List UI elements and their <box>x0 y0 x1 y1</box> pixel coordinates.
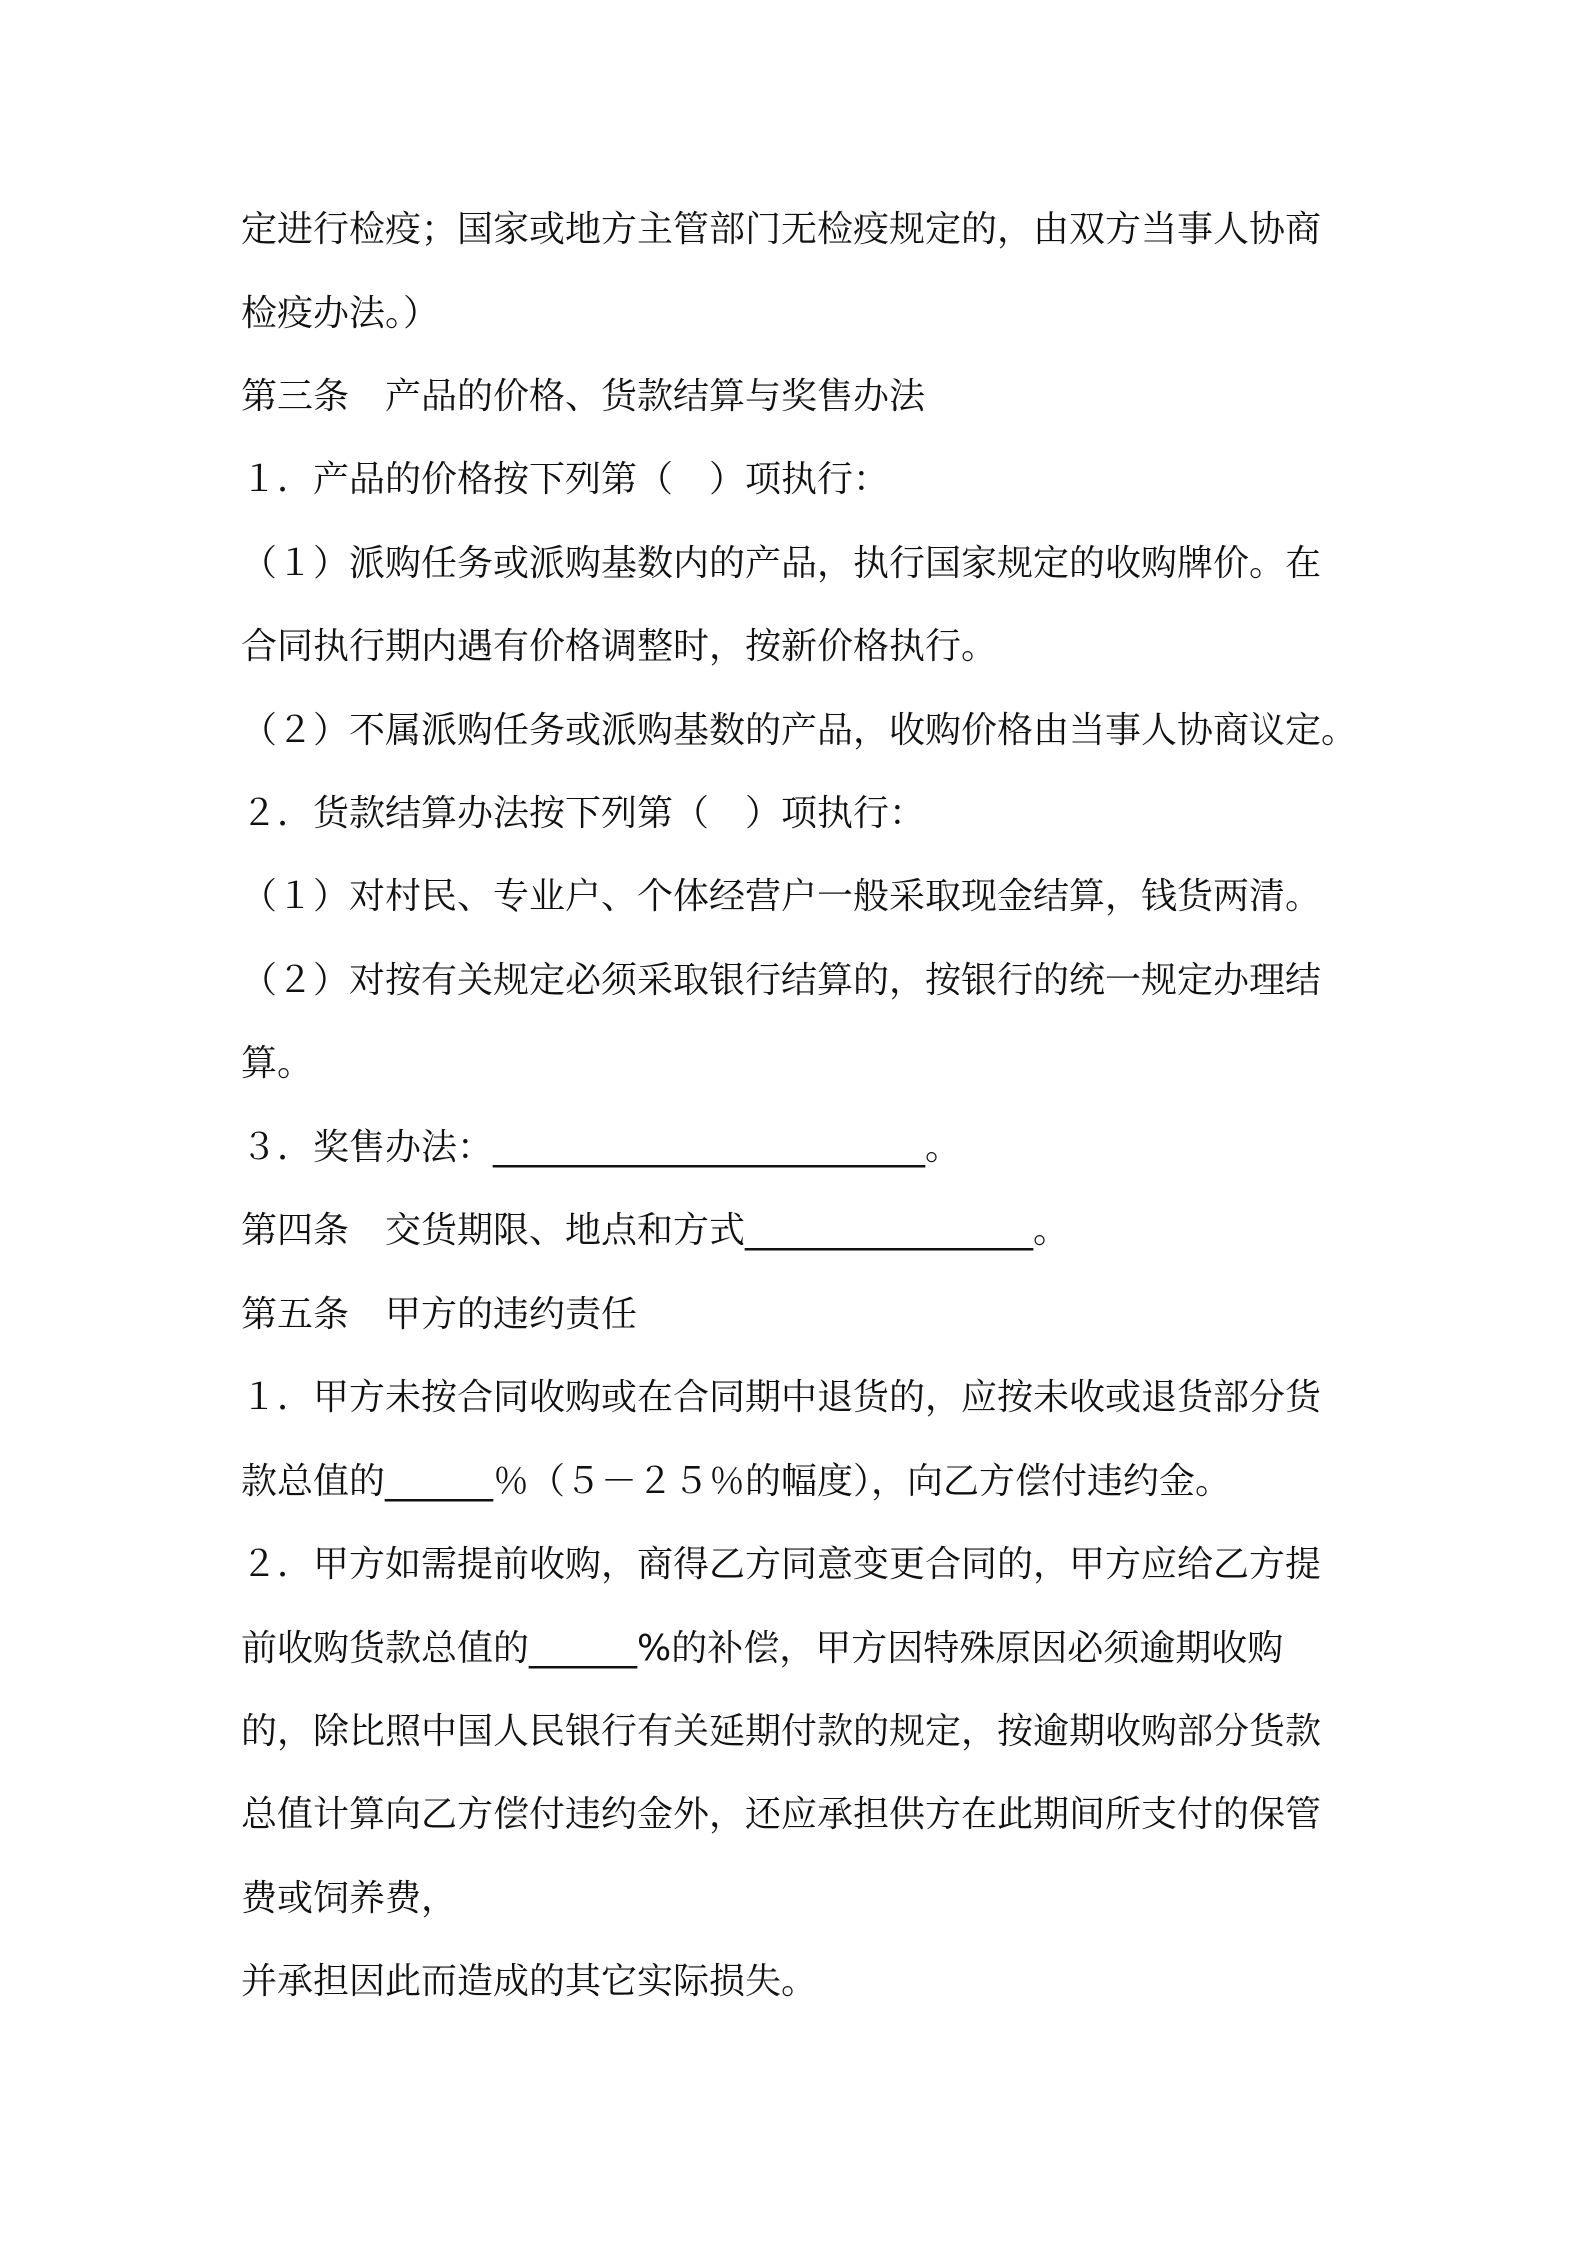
text-line: 并承担因此而造成的其它实际损失。 <box>241 1961 818 2002</box>
text-line: 算。 <box>241 1043 314 1084</box>
text-line: ３．奖售办法：________________________。 <box>241 1127 962 1168</box>
text-line: （１）对村民、专业户、个体经营户一般采取现金结算，钱货两清。 <box>241 876 1322 917</box>
text-line: 合同执行期内遇有价格调整时，按新价格执行。 <box>241 626 998 667</box>
text-line: 检疫办法。） <box>241 293 440 334</box>
text-line: 款总值的______％（５－２５％的幅度），向乙方偿付违约金。 <box>241 1461 1232 1502</box>
text-line: １．产品的价格按下列第（ ）项执行： <box>241 459 890 500</box>
text-line: （２）不属派购任务或派购基数的产品，收购价格由当事人协商议定。 <box>241 710 1358 751</box>
text-line: ２．货款结算办法按下列第（ ）项执行： <box>241 793 926 834</box>
text-line: ２．甲方如需提前收购，商得乙方同意变更合同的，甲方应给乙方提 <box>241 1544 1322 1585</box>
text-line: 定进行检疫；国家或地方主管部门无检疫规定的，由双方当事人协商 <box>241 209 1322 250</box>
text-line: 前收购货款总值的______%的补偿，甲方因特殊原因必须逾期收购 <box>241 1628 1284 1669</box>
article-heading: 第三条 产品的价格、货款结算与奖售办法 <box>241 376 926 417</box>
article-heading: 第五条 甲方的违约责任 <box>241 1294 638 1335</box>
article-heading: 第四条 交货期限、地点和方式________________。 <box>241 1210 1070 1251</box>
text-line: 的，除比照中国人民银行有关延期付款的规定，按逾期收购部分货款 <box>241 1711 1322 1752</box>
text-line: （２）对按有关规定必须采取银行结算的，按银行的统一规定办理结 <box>241 960 1322 1001</box>
text-line: 总值计算向乙方偿付违约金外，还应承担供方在此期间所支付的保管 <box>241 1794 1322 1835</box>
text-line: １．甲方未按合同收购或在合同期中退货的，应按未收或退货部分货 <box>241 1377 1322 1418</box>
text-line: 费或饲养费， <box>241 1878 458 1919</box>
text-line: （１）派购任务或派购基数内的产品，执行国家规定的收购牌价。在 <box>241 543 1322 584</box>
